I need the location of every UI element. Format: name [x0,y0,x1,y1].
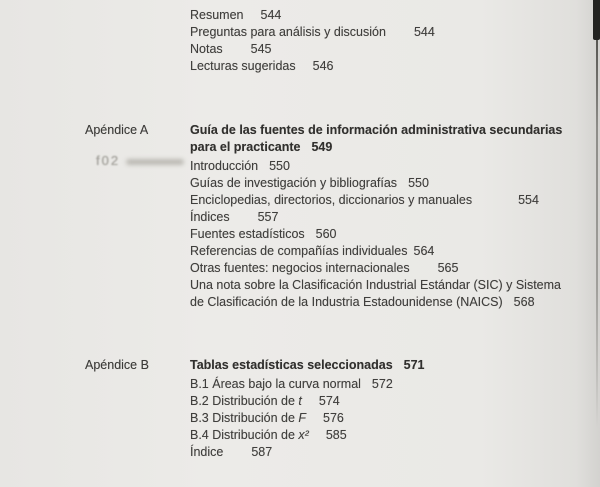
page-corner-mark [593,0,600,40]
entry-page: 576 [323,411,344,425]
entry-page: 544 [260,8,282,22]
entry-label: Introducción [190,159,259,173]
title-line: para el practicante [190,140,301,154]
toc-row [190,158,590,175]
toc-row [190,209,590,226]
appendix-a-section [85,122,590,311]
appendix-b-title [190,357,590,374]
entry-label: Enciclopedias, directorios, diccionarios y manuales [190,193,473,207]
appendix-a-label: Apéndice A [85,123,149,137]
entry-page: 572 [371,377,393,391]
toc-row [190,376,590,393]
toc-row [190,24,590,41]
entry-label: B.1 Áreas bajo la curva normal [190,377,361,391]
scan-bleed-text: f02 [96,153,121,168]
entry-label: Notas [190,42,223,56]
toc-content [85,7,590,461]
entry-variable: x² [298,428,309,442]
appendix-b-section [85,357,590,461]
entry-label: Fuentes estadísticos [190,227,305,241]
page-edge-shadow [596,28,598,428]
toc-row [190,58,590,75]
entry-label: Otras fuentes: negocios internacionales [190,261,410,275]
toc-row [190,175,590,192]
entry-page: 568 [513,295,535,309]
toc-row [190,243,590,260]
entry-page: 545 [250,42,272,56]
toc-row [190,444,590,461]
entry-variable: t [298,394,302,408]
appendix-a-entries [190,122,590,311]
title-line: Guía de las fuentes de información administrativa secundarias [190,123,563,137]
entry-page: 565 [437,261,459,275]
toc-row [190,427,590,444]
entry-label: Guías de investigación y bibliografías [190,176,398,190]
entry-page: 544 [413,25,435,39]
title-page: 571 [403,358,425,372]
entry-page: 546 [312,59,334,73]
entry-label: B.2 Distribución de [190,394,299,408]
toc-row-multiline [190,277,590,311]
entry-label: Índice [190,445,224,459]
appendix-a-title [190,122,590,156]
toc-row [190,393,590,410]
entry-page: 560 [315,227,337,241]
entry-label: Una nota sobre la Clasificación Industrial Estándar (SIC) y Sistema [190,278,561,292]
entry-page: 550 [269,159,290,173]
entry-page: 574 [318,394,340,408]
appendix-b-entries [190,357,590,461]
toc-row [190,260,590,277]
entry-label: de Clasificación de la Industria Estadounidense (NAICS) [190,295,503,309]
entry-label: Lecturas sugeridas [190,59,296,73]
entry-page: 585 [325,428,347,442]
toc-row [190,41,590,58]
entry-label: Índices [190,210,230,224]
entry-label: Preguntas para análisis y discusión [190,25,386,39]
toc-row [190,7,590,24]
entry-label: B.4 Distribución de [190,428,299,442]
entry-label: B.3 Distribución de [190,411,299,425]
toc-row [190,410,590,427]
title-line: Tablas estadísticas seleccionadas [190,358,393,372]
entry-page: 564 [413,244,435,258]
entry-variable: F [298,411,307,425]
entry-page: 554 [518,193,539,207]
chapter-end-entries [190,7,590,75]
entry-page: 587 [251,445,273,459]
title-page: 549 [311,140,333,154]
entry-page: 557 [257,210,279,224]
toc-row [190,192,590,209]
toc-row [190,226,590,243]
entry-page: 550 [408,176,429,190]
appendix-b-label: Apéndice B [85,358,149,372]
entry-label: Resumen [190,8,244,22]
entry-label: Referencias de compañías individuales [190,244,408,258]
